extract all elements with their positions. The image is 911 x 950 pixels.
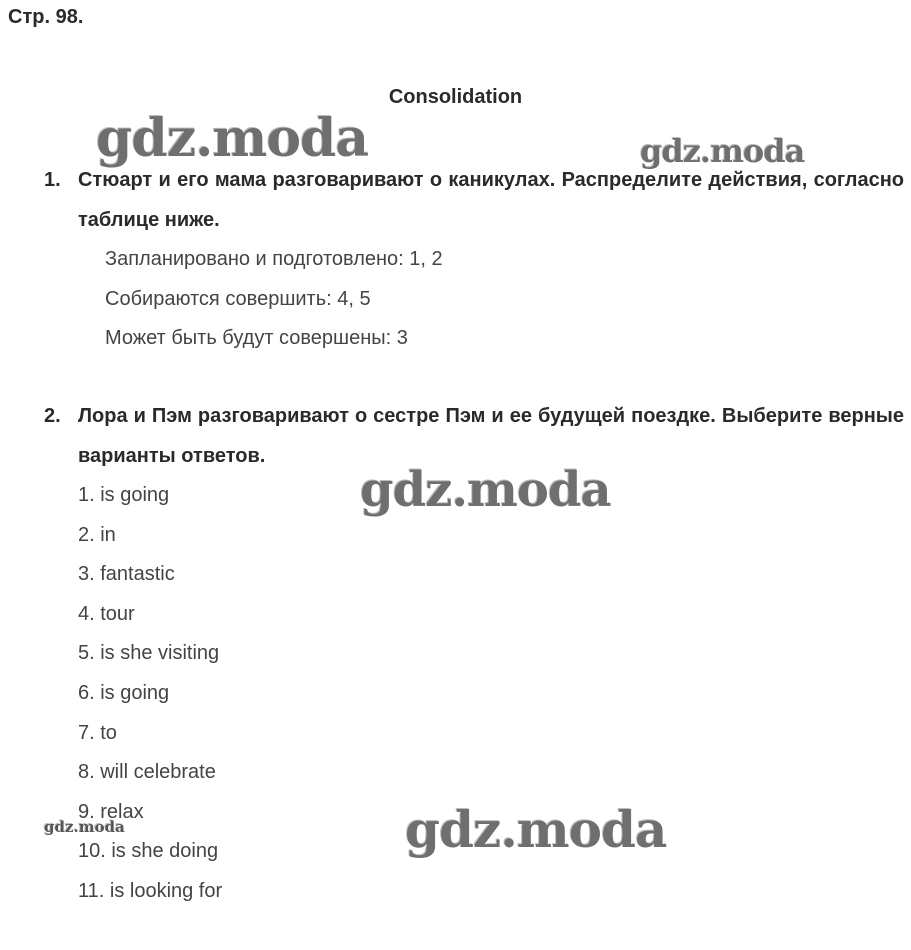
task-1-heading — [44, 160, 904, 240]
answer-item: 9. relax — [78, 800, 144, 823]
watermark: gdz.moda — [96, 108, 369, 169]
answer-item: 10. is she doing — [78, 840, 219, 863]
answer-item: 1. is going — [78, 484, 170, 506]
answer-item: 3. fantastic — [78, 563, 175, 586]
answer-item: 2. in — [78, 523, 116, 546]
answer-item: 8. will celebrate — [78, 761, 216, 784]
answer-item: 4. tour — [78, 602, 135, 625]
task-1 — [44, 160, 904, 359]
task-2 — [44, 396, 904, 912]
section-title: Consolidation — [388, 86, 523, 108]
page-reference: Стр. 98. — [8, 6, 84, 28]
task-2-number: 2. — [44, 405, 61, 427]
answer-item: 5. is she visiting — [78, 642, 220, 665]
task-1-answers — [44, 240, 904, 359]
answer-item: Может быть будут совершены: 3 — [105, 327, 408, 350]
task-2-text: Лора и Пэм разговаривают о сестре Пэм и ее будущей поездке. Выберите верные варианты ответов. — [78, 405, 904, 467]
watermark: gdz.moda — [360, 462, 611, 518]
task-1-number: 1. — [44, 169, 61, 191]
task-1-text: Стюарт и его мама разговаривают о каникулах. Распределите действия, согласно таблице ниже. — [78, 169, 904, 231]
watermark: gdz.moda — [405, 800, 667, 859]
answer-item: Запланировано и подготовлено: 1, 2 — [105, 248, 443, 270]
task-2-heading — [44, 396, 904, 476]
answer-item: 6. is going — [78, 681, 170, 704]
watermark: gdz.moda — [44, 818, 125, 836]
watermark: gdz.moda — [640, 132, 805, 170]
answer-item: Собираются совершить: 4, 5 — [105, 287, 371, 310]
answer-item: 11. is looking for — [78, 879, 223, 902]
task-2-answers — [44, 476, 904, 912]
answer-item: 7. to — [78, 721, 117, 744]
